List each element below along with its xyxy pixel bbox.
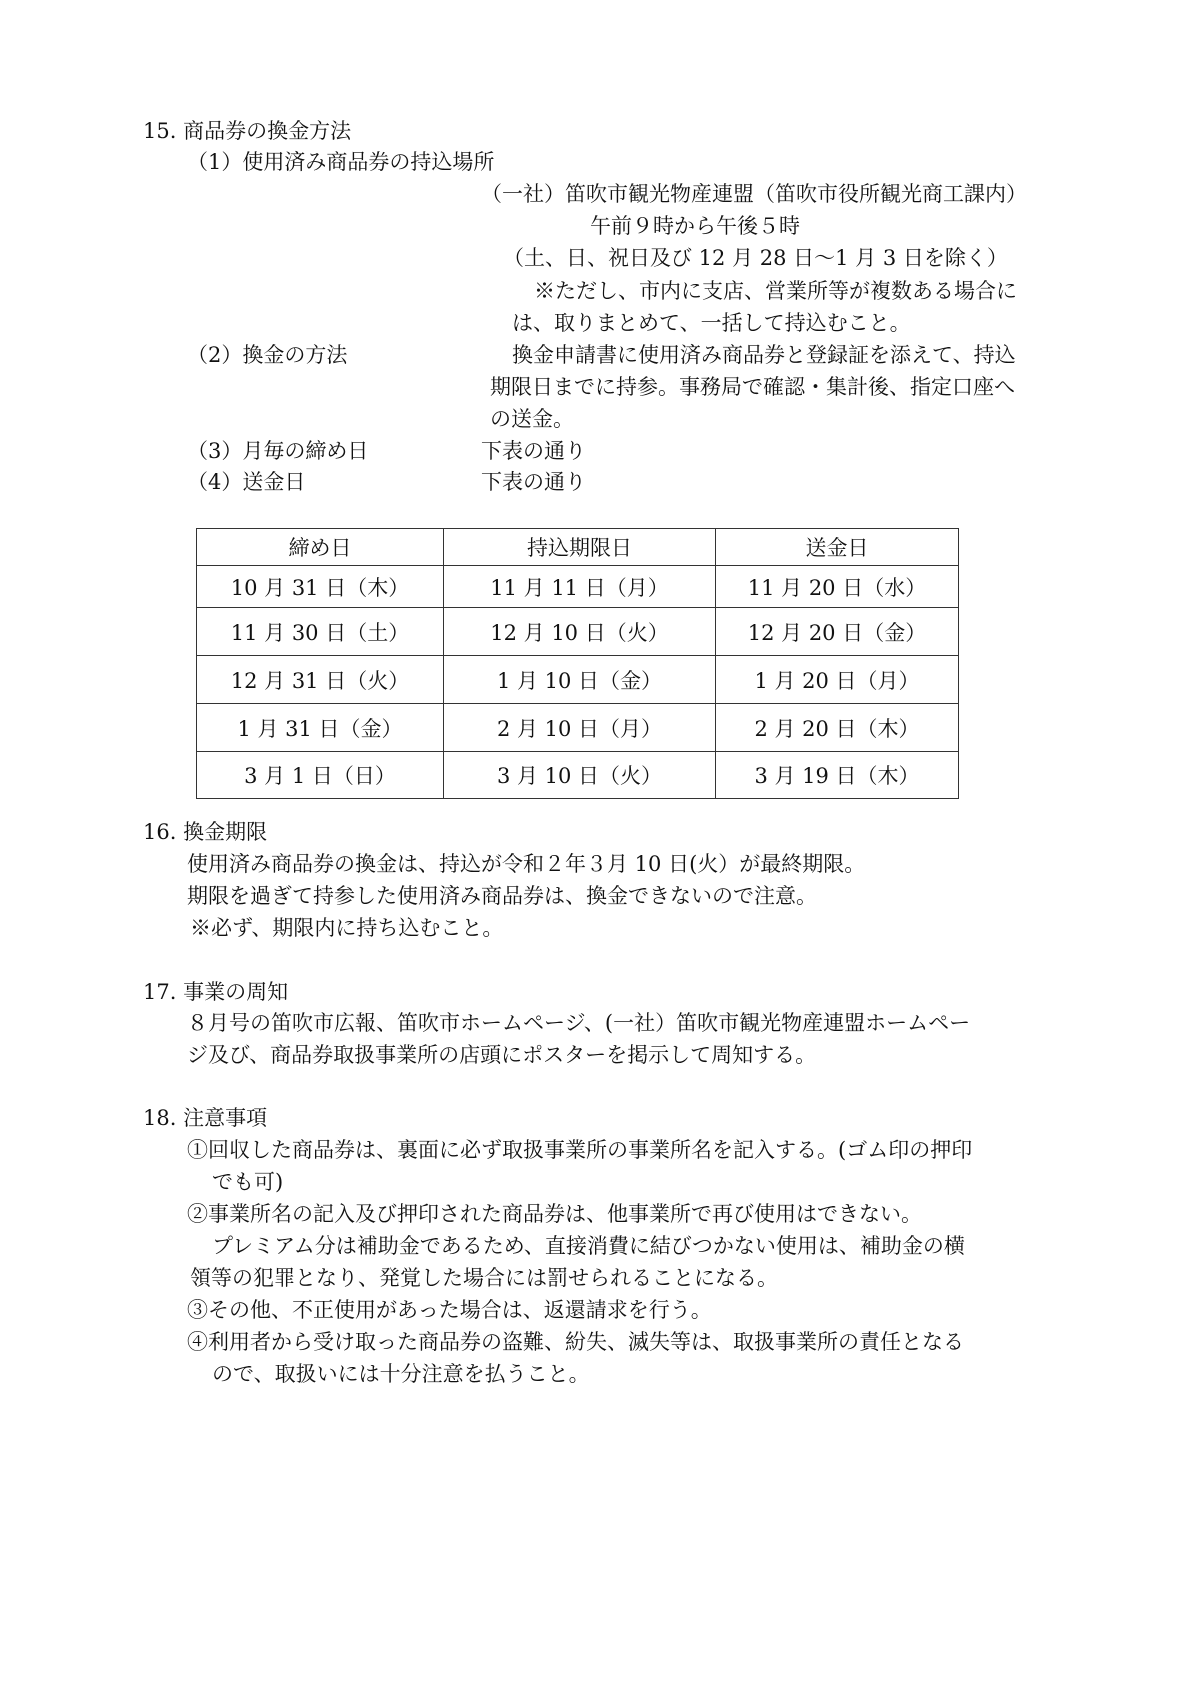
table-cell: 11 月 30 日（土） xyxy=(197,608,444,656)
item-2-desc-line1: 換金申請書に使用済み商品券と登録証を添えて、持込 xyxy=(512,343,1016,367)
table-cell: 10 月 31 日（木） xyxy=(197,566,444,608)
note-4-line2: ので、取扱いには十分注意を払うこと。 xyxy=(212,1362,590,1386)
table-cell: 11 月 11 日（月） xyxy=(444,566,716,608)
table-cell: 12 月 31 日（火） xyxy=(197,656,444,704)
table-row xyxy=(197,656,959,704)
table-cell: 1 月 31 日（金） xyxy=(197,704,444,752)
section-16-line2: 期限を過ぎて持参した使用済み商品券は、換金できないので注意。 xyxy=(187,884,817,908)
table-cell: 3 月 10 日（火） xyxy=(444,752,716,799)
table-row xyxy=(197,608,959,656)
note-1-line2: でも可) xyxy=(212,1170,284,1194)
table-row xyxy=(197,704,959,752)
section-16-heading: 16. 換金期限 xyxy=(143,820,268,844)
note-2-line2: プレミアム分は補助金であるため、直接消費に結びつかない使用は、補助金の横 xyxy=(212,1234,965,1258)
note-2-line3: 領等の犯罪となり、発覚した場合には罰せられることになる。 xyxy=(190,1266,778,1290)
item-2-label: （2）換金の方法 xyxy=(187,343,348,367)
table-cell: 11 月 20 日（水） xyxy=(716,566,959,608)
item-4-value: 下表の通り xyxy=(481,470,586,494)
section-17-line2: ジ及び、商品券取扱事業所の店頭にポスターを掲示して周知する。 xyxy=(187,1043,817,1067)
table-cell: 3 月 19 日（木） xyxy=(716,752,959,799)
item-1-hours: 午前９時から午後５時 xyxy=(590,214,800,238)
header-closing-date: 締め日 xyxy=(197,529,444,566)
header-deadline: 持込期限日 xyxy=(444,529,716,566)
note-1-line1: ①回収した商品券は、裏面に必ず取扱事業所の事業所名を記入する。(ゴム印の押印 xyxy=(187,1138,973,1162)
note-2-line1: ②事業所名の記入及び押印された商品券は、他事業所で再び使用はできない。 xyxy=(187,1202,922,1226)
note-3-line1: ③その他、不正使用があった場合は、返還請求を行う。 xyxy=(187,1298,712,1322)
section-18-heading: 18. 注意事項 xyxy=(143,1106,268,1130)
note-4-line1: ④利用者から受け取った商品券の盗難、紛失、滅失等は、取扱事業所の責任となる xyxy=(187,1330,964,1354)
table-cell: 12 月 20 日（金） xyxy=(716,608,959,656)
table-cell: 2 月 10 日（月） xyxy=(444,704,716,752)
section-16-line1: 使用済み商品券の換金は、持込が令和２年３月 10 日(火）が最終期限。 xyxy=(187,852,866,876)
section-16-line3: ※必ず、期限内に持ち込むこと。 xyxy=(190,916,504,940)
item-2-desc-line3: の送金。 xyxy=(490,407,574,431)
table-cell: 1 月 10 日（金） xyxy=(444,656,716,704)
item-1-note-line2: は、取りまとめて、一括して持込むこと。 xyxy=(512,311,911,335)
schedule-table xyxy=(196,528,959,799)
table-cell: 1 月 20 日（月） xyxy=(716,656,959,704)
table-cell: 3 月 1 日（日） xyxy=(197,752,444,799)
table-header-row xyxy=(197,529,959,566)
section-17-line1: ８月号の笛吹市広報、笛吹市ホームページ、(一社）笛吹市観光物産連盟ホームペー xyxy=(187,1011,971,1035)
item-2-desc-line2: 期限日までに持参。事務局で確認・集計後、指定口座へ xyxy=(490,375,1015,399)
item-1-note-line1: ※ただし、市内に支店、営業所等が複数ある場合に xyxy=(534,279,1017,303)
item-1-label: （1）使用済み商品券の持込場所 xyxy=(187,150,495,174)
item-1-location: （一社）笛吹市観光物産連盟（笛吹市役所観光商工課内） xyxy=(481,182,1027,206)
table-cell: 2 月 20 日（木） xyxy=(716,704,959,752)
item-4-label: （4）送金日 xyxy=(187,470,306,494)
item-1-excluded-days: （土、日、祝日及び 12 月 28 日～1 月 3 日を除く） xyxy=(503,246,1008,270)
table-cell: 12 月 10 日（火） xyxy=(444,608,716,656)
section-15-heading: 15. 商品券の換金方法 xyxy=(143,119,352,143)
item-3-value: 下表の通り xyxy=(481,439,586,463)
header-remittance-date: 送金日 xyxy=(716,529,959,566)
section-17-heading: 17. 事業の周知 xyxy=(143,980,289,1004)
table-row xyxy=(197,752,959,799)
table-row xyxy=(197,566,959,608)
item-3-label: （3）月毎の締め日 xyxy=(187,439,369,463)
